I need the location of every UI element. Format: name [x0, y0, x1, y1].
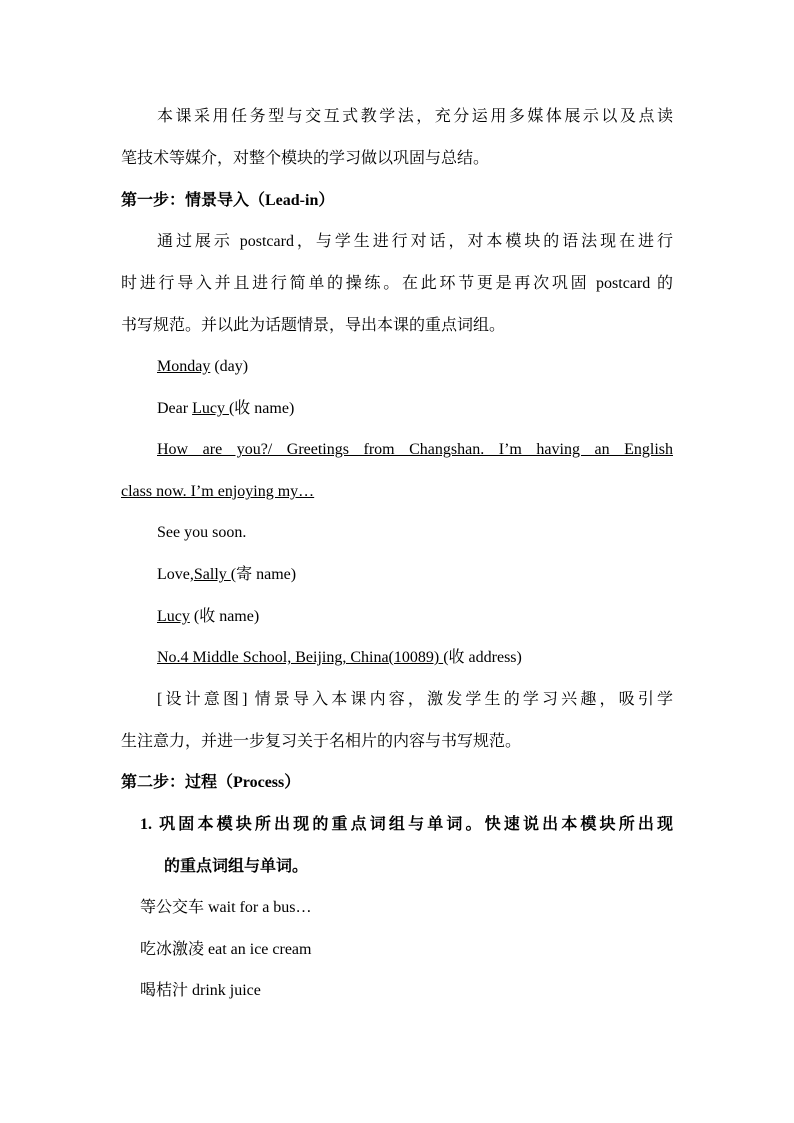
postcard-address-line — [157, 647, 522, 669]
postcard-address-value: No.4 Middle School, Beijing, China(10089) — [157, 649, 444, 666]
postcard-dear-note: (收 name) — [228, 400, 295, 417]
phrase-item: 吃冰激凌 eat an ice cream — [140, 941, 312, 958]
postcard-love-name: Sally — [193, 566, 231, 583]
postcard-to-line — [157, 606, 259, 628]
postcard-to-name: Lucy — [157, 608, 190, 625]
postcard-love-line — [157, 564, 296, 586]
postcard-day-line — [157, 356, 248, 378]
postcard-body-line-1: How are you?/ Greetings from Changshan. I’m having an English — [157, 441, 673, 458]
step1-heading: 第一步：情景导入（Lead-in） — [121, 192, 335, 209]
step2-item1-line-2: 的重点词组与单词。 — [164, 858, 309, 875]
postcard-dear-prefix: Dear — [157, 400, 193, 417]
postcard-to-note: (收 name) — [189, 608, 260, 625]
postcard-closing: See you soon. — [157, 524, 247, 541]
postcard-address-note: (收 address) — [443, 649, 522, 666]
postcard-dear-line — [157, 398, 294, 420]
design-intent-line-1: [设计意图] 情景导入本课内容，激发学生的学习兴趣，吸引学 — [157, 691, 673, 708]
step1-para-line-3: 书写规范。并以此为话题情景，导出本课的重点词组。 — [121, 317, 506, 334]
postcard-body-line-2: class now. I’m enjoying my… — [121, 483, 315, 500]
postcard-day-note: (day) — [210, 358, 249, 375]
intro-line-2: 笔技术等媒介，对整个模块的学习做以巩固与总结。 — [121, 150, 490, 167]
step1-para-line-1: 通过展示 postcard，与学生进行对话，对本模块的语法现在进行 — [157, 233, 673, 250]
step1-para-line-2: 时进行导入并且进行简单的操练。在此环节更是再次巩固 postcard 的 — [121, 275, 673, 292]
intro-line-1: 本课采用任务型与交互式教学法，充分运用多媒体展示以及点读 — [157, 108, 673, 125]
postcard-love-note: (寄 name) — [230, 566, 297, 583]
design-intent-line-2: 生注意力，并进一步复习关于名相片的内容与书写规范。 — [121, 733, 522, 750]
step2-item1-line-1: 1. 巩固本模块所出现的重点词组与单词。快速说出本模块所出现 — [140, 816, 673, 833]
phrase-item: 等公交车 wait for a bus… — [140, 899, 312, 916]
postcard-day-value: Monday — [157, 358, 211, 375]
postcard-love-prefix: Love, — [157, 566, 194, 583]
postcard-dear-name: Lucy — [192, 400, 229, 417]
phrase-item: 喝桔汁 drink juice — [140, 982, 261, 999]
step2-heading: 第二步：过程（Process） — [121, 774, 301, 791]
